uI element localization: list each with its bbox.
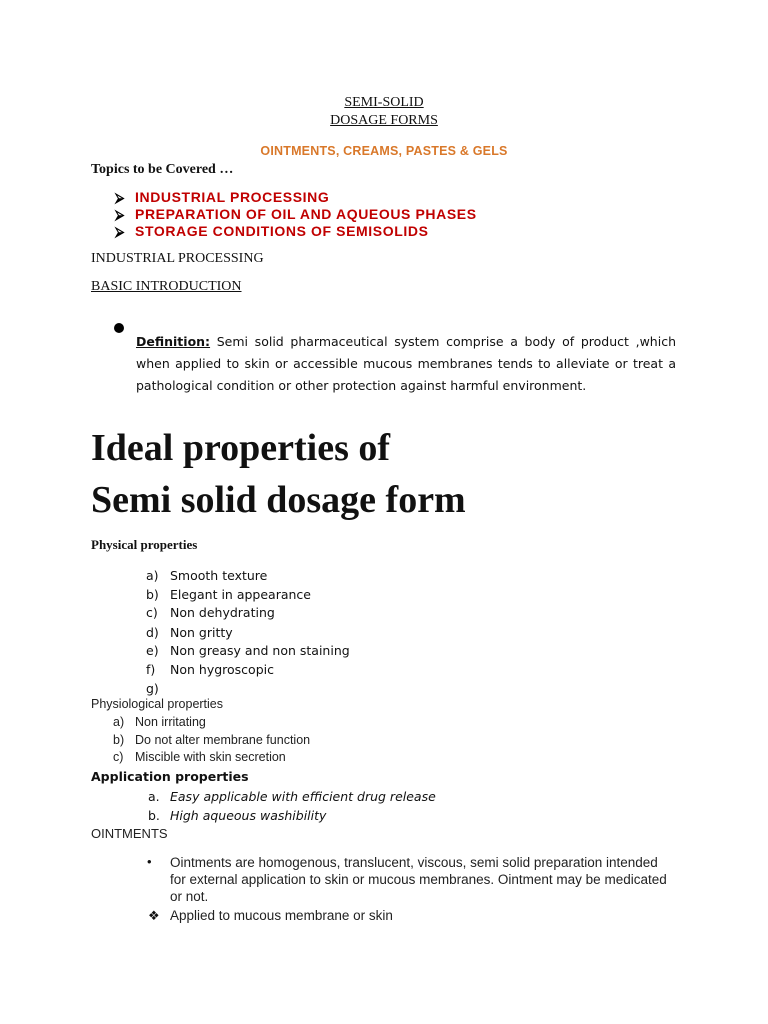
list-item: c) Non dehydrating bbox=[146, 605, 275, 620]
list-item: d) Non gritty bbox=[146, 625, 233, 640]
physical-heading: Physical properties bbox=[91, 537, 198, 552]
physiological-heading: Physiological properties bbox=[91, 697, 224, 711]
topic-item-label: INDUSTRIAL PROCESSING bbox=[135, 189, 330, 205]
definition-label: Definition: bbox=[136, 334, 211, 349]
topic-item bbox=[115, 206, 477, 223]
topic-item bbox=[115, 223, 429, 240]
list-item: b) Do not alter membrane function bbox=[113, 733, 311, 747]
definition-text: Semi solid pharmaceutical system comprise a body of product ,which when applied to skin or accessible mucous membranes tends to alleviate or treat a pathological condition or other protection against harmful environment. bbox=[136, 334, 676, 393]
definition-paragraph bbox=[136, 331, 676, 397]
list-item: f) Non hygroscopic bbox=[146, 662, 274, 677]
list-item: a. Easy applicable with efficient drug release bbox=[148, 789, 436, 804]
bullet-icon bbox=[114, 323, 124, 333]
arrow-icon: ⮚ bbox=[115, 207, 125, 222]
application-heading: Application properties bbox=[91, 769, 249, 784]
list-item: b) Elegant in appearance bbox=[146, 587, 311, 602]
list-item: a) Non irritating bbox=[113, 715, 206, 729]
title-line-1: SEMI-SOLID bbox=[344, 95, 424, 110]
section-industrial: INDUSTRIAL PROCESSING bbox=[91, 251, 264, 266]
list-item: c) Miscible with skin secretion bbox=[113, 750, 286, 764]
bullet-icon: • bbox=[147, 854, 152, 869]
topics-heading: Topics to be Covered … bbox=[91, 162, 234, 177]
topic-item-label: PREPARATION OF OIL AND AQUEOUS PHASES bbox=[135, 206, 477, 222]
diamond-bullet-icon: ❖ bbox=[148, 909, 160, 924]
arrow-icon: ⮚ bbox=[115, 190, 125, 205]
list-item: e) Non greasy and non staining bbox=[146, 643, 350, 658]
topic-item-label: STORAGE CONDITIONS OF SEMISOLIDS bbox=[135, 223, 429, 239]
topic-item bbox=[115, 189, 329, 206]
ointments-paragraph: Ointments are homogenous, translucent, viscous, semi solid preparation intended for external application to skin or mucous membranes. Ointment may be medicated or not. bbox=[170, 855, 667, 904]
title-line-2: DOSAGE FORMS bbox=[330, 113, 438, 128]
arrow-icon: ⮚ bbox=[115, 224, 125, 239]
list-item: b. High aqueous washibility bbox=[148, 808, 327, 823]
big-title-line-1: Ideal properties of bbox=[91, 427, 391, 469]
subtitle: OINTMENTS, CREAMS, PASTES & GELS bbox=[260, 144, 508, 158]
list-item: g) bbox=[146, 681, 159, 696]
big-title-line-2: Semi solid dosage form bbox=[91, 479, 466, 521]
ointments-point: Applied to mucous membrane or skin bbox=[170, 908, 393, 923]
section-basic-intro: BASIC INTRODUCTION bbox=[91, 279, 242, 294]
list-item: a) Smooth texture bbox=[146, 568, 268, 583]
ointments-heading: OINTMENTS bbox=[91, 826, 168, 841]
